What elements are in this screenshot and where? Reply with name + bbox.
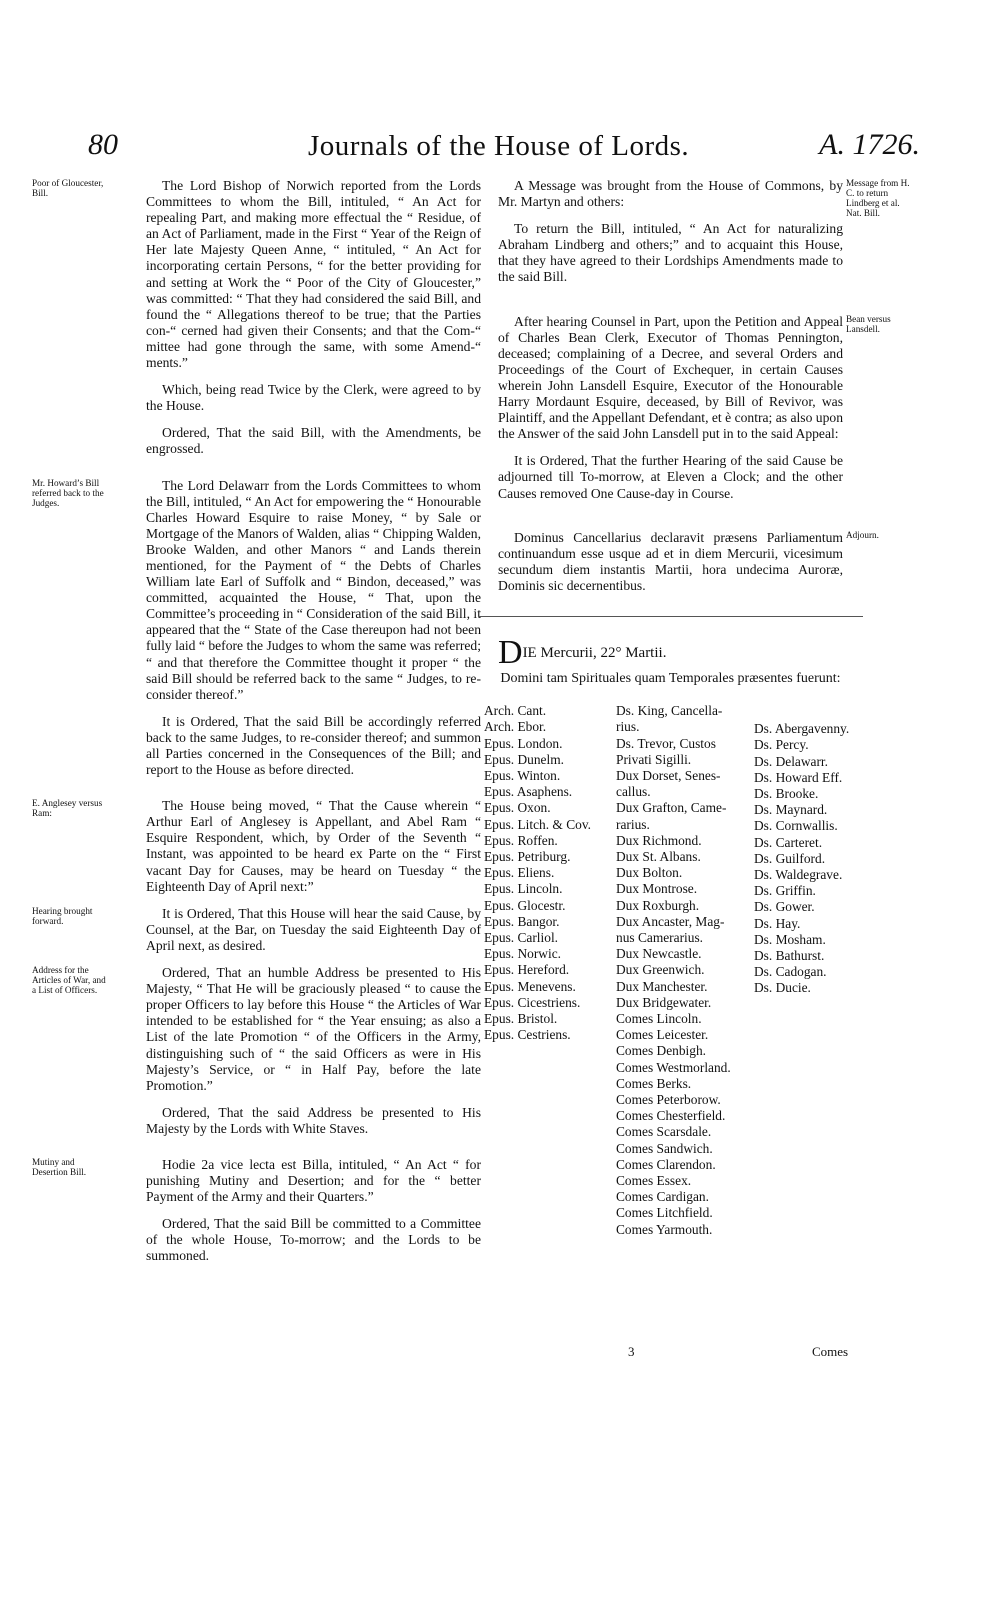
paragraph: It is Ordered, That the further Hearing of the said Cause be adjourned till To-morrow, at Eleven a Clock; and the other Causes removed One Cause-day in Course. <box>498 453 843 501</box>
lords-present-heading: Domini tam Spirituales quam Temporales præsentes fuerunt: <box>500 671 841 687</box>
roll-entry: Epus. Winton. <box>484 767 561 783</box>
roll-entry: Epus. Glocestr. <box>484 897 566 913</box>
roll-entry: Comes Berks. <box>616 1075 692 1091</box>
page-header <box>88 128 920 176</box>
roll-entry: Dux Montrose. <box>616 881 698 897</box>
roll-entry: Dux Greenwich. <box>616 962 705 978</box>
roll-entry: Comes Lincoln. <box>616 1011 702 1027</box>
margin-note: Address for the Articles of War, and a List of Officers. <box>32 965 106 996</box>
roll-entry: Comes Essex. <box>616 1173 692 1189</box>
roll-entry: Epus. Carliol. <box>484 930 559 945</box>
roll-entry: Epus. London. <box>484 735 563 751</box>
journal-title: Journals of the House of Lords. <box>308 130 690 162</box>
day-heading <box>498 633 843 671</box>
roll-entry: Epus. Oxon. <box>484 800 551 816</box>
roll-entry: Arch. Ebor. <box>484 719 547 735</box>
roll-entry: Epus. Norwic. <box>484 946 561 962</box>
roll-entry: Epus. Dunelm. <box>484 751 564 767</box>
roll-column-barons <box>754 721 849 996</box>
roll-entry: Dux Manchester. <box>616 978 708 994</box>
roll-entry: Dux Bridgewater. <box>616 994 712 1010</box>
paragraph: Ordered, That the said Bill, with the Amendments, be engrossed. <box>146 425 481 457</box>
roll-entry: Epus. Asaphens. <box>484 784 573 800</box>
roll-entry: Epus. Menevens. <box>484 978 576 994</box>
roll-entry: Dux Grafton, Came- <box>616 800 727 816</box>
roll-entry: Ds. Ducie. <box>754 980 811 996</box>
paragraph: To return the Bill, intituled, “ An Act for naturalizing Abraham Lindberg and others;” and to acquaint this House, that they have agreed to their Lordships Amendments made to the said Bill. <box>498 221 843 285</box>
paragraph: A Message was brought from the House of Commons, by Mr. Martyn and others: <box>498 178 843 210</box>
roll-entry: Comes Sandwich. <box>616 1140 713 1156</box>
roll-entry: Ds. Guilford. <box>754 850 826 866</box>
roll-entry: Dux Newcastle. <box>616 946 702 962</box>
entry-bean-lansdell <box>498 313 891 502</box>
page-year: A. 1726. <box>819 128 920 161</box>
roll-entry: Comes Denbigh. <box>616 1043 707 1059</box>
paragraph: The Lord Bishop of Norwich reported from the Lords Committees to whom the Bill, intituled, “ An Act for repealing Part, and making more effectual the “ Residue, of an Act of Parliament, made in the First “ Year of the Reign of Her late Majesty Queen Anne, “ intituled, “ An Act for incorporating certain Persons, “ for the better providing for and setting at Work the “ Poor of the City of Gloucester,” was committed: “ That they had considered the said Bill, and found the “ Allegations thereof to be true; that the Parties con-“ cerned had given their Consents; and that the Com-“ mittee had gone through the same, with some Amend-“ ments.” <box>146 178 481 371</box>
roll-entry: Ds. Percy. <box>754 737 809 753</box>
roll-entry: Comes Cardigan. <box>616 1189 709 1205</box>
roll-entry: Dux Richmond. <box>616 832 702 848</box>
roll-entry: Comes Clarendon. <box>616 1156 716 1172</box>
margin-note: Hearing brought forward. <box>32 905 93 926</box>
roll-entry: rius. <box>616 719 640 735</box>
paragraph: Dominus Cancellarius declaravit præsens Parliamentum continuandum esse usque ad et in diem Mercurii, vicesimum secundum diem instantis Martii, hora undecima Auroræ, Dominis sic decernentibus. <box>498 529 843 593</box>
roll-entry: Ds. Waldegrave. <box>754 866 843 882</box>
signature-mark: 3 <box>628 1344 635 1359</box>
roll-entry: Epus. Bristol. <box>484 1011 558 1027</box>
roll-entry: Ds. Griffin. <box>754 883 816 899</box>
catchword: Comes <box>812 1344 849 1359</box>
margin-note: Mutiny and Desertion Bill. <box>32 1156 87 1177</box>
paragraph: The Lord Delawarr from the Lords Committees to whom the Bill, intituled, “ An Act for empowering the “ Honourable Charles Howard Esquire to raise Money, “ by Sale or Mortgage of the Manors of Walden, alias “ Chipping Walden, Brooke Walden, and other Manors “ and Lands therein mentioned, for the Payment of “ the Debts of Charles William late Earl of Suffolk and “ Bindon, deceased,” was committed, acquainted the House, “ That, upon the Committee’s proceeding in “ Consideration of the said Bill, it appeared that the “ State of the Case thereupon had not been fully laid “ before the Judges to whom the same was referred; “ and that therefore the Committee thought it proper “ the said Bill should be referred back to the same “ Judges, to re-consider thereof.” <box>146 477 481 702</box>
margin-note: Poor of Gloucester, Bill. <box>32 178 104 198</box>
roll-entry: Ds. Gower. <box>754 899 815 915</box>
section-divider <box>478 616 863 617</box>
entry-hearing-forward <box>32 905 481 954</box>
margin-note: Adjourn. <box>846 529 879 540</box>
roll-entry: Epus. Hereford. <box>484 962 570 978</box>
roll-entry: Ds. Cadogan. <box>754 964 827 980</box>
roll-entry: Dux St. Albans. <box>616 848 701 864</box>
entry-poor-of-gloucester <box>32 178 481 458</box>
roll-entry: Ds. Brooke. <box>754 785 819 801</box>
roll-entry: Comes Yarmouth. <box>616 1221 713 1237</box>
roll-entry: Comes Chesterfield. <box>616 1108 726 1124</box>
roll-entry: Ds. King, Cancella- <box>616 703 723 719</box>
margin-note: E. Anglesey versus Ram: <box>32 798 103 819</box>
day-heading-text: IE Mercurii, 22° Martii. <box>522 644 667 661</box>
roll-entry: Ds. Hay. <box>754 915 801 931</box>
roll-entry: rarius. <box>616 816 650 832</box>
roll-entry: Epus. Petriburg. <box>484 848 571 864</box>
paragraph: Hodie 2a vice lecta est Billa, intituled, “ An Act “ for punishing Mutiny and Desertion; and for the “ better Payment of the Army and their Quarters.” <box>146 1156 481 1205</box>
roll-entry: Epus. Roffen. <box>484 832 558 848</box>
right-column <box>484 178 910 1243</box>
paragraph: After hearing Counsel in Part, upon the Petition and Appeal of Charles Bean Clerk, Executor of Thomas Pennington, deceased; complaining of a Decree, and several Orders and Proceedings of the Court of Exchequer, in certain Causes wherein John Lansdell Esquire, Executor of the Honourable Harry Mordaunt Esquire, deceased, by Bill of Revivor, was Plaintiff, and the Appellant Defendant, et è contra; as also upon the Answer of the said John Lansdell put in to the said Appeal: <box>498 313 843 442</box>
margin-note: Message from H. C. to return Lindberg et al. Nat. Bill. <box>846 178 910 218</box>
page-number: 80 <box>88 128 118 161</box>
roll-entry: Dux Dorset, Senes- <box>616 767 721 783</box>
paragraph: Ordered, That the said Address be presented to His Majesty by the Lords with White Staves. <box>146 1104 481 1136</box>
entry-adjournment <box>498 529 879 594</box>
roll-entry: Comes Peterborow. <box>616 1092 721 1108</box>
margin-note: Bean versus Lansdell. <box>846 313 891 334</box>
paragraph: Ordered, That the said Bill be committed to a Committee of the whole House, To-morrow; and the Lords to be summoned. <box>146 1216 481 1264</box>
attendance-roll <box>484 703 850 1243</box>
roll-entry: Ds. Cornwallis. <box>754 818 838 834</box>
entry-howard-bill <box>32 477 481 779</box>
roll-entry: Comes Scarsdale. <box>616 1124 712 1140</box>
roll-entry: Ds. Carteret. <box>754 834 823 850</box>
roll-entry: Ds. Abergavenny. <box>754 721 850 737</box>
roll-entry: callus. <box>616 784 651 800</box>
roll-entry: Ds. Trevor, Custos <box>616 735 716 751</box>
roll-entry: Dux Bolton. <box>616 865 683 881</box>
roll-entry: Epus. Cicestriens. <box>484 994 581 1010</box>
roll-column-bishops <box>484 703 591 1043</box>
roll-entry: Ds. Mosham. <box>754 931 826 947</box>
entry-articles-of-war <box>32 965 481 1137</box>
paragraph: The House being moved, “ That the Cause wherein “ Arthur Earl of Anglesey is Appellant, and Abel Ram “ Esquire Respondent, which, by Order of the Seventh “ Instant, was appointed to be heard ex Parte on the “ First vacant Day for Causes, may be heard on Tuesday “ the Eighteenth Day of April next:” <box>146 798 481 894</box>
margin-note: Mr. Howard’s Bill referred back to the Judges. <box>32 477 104 508</box>
entry-mutiny-bill <box>32 1156 481 1265</box>
roll-column-dukes-earls <box>616 703 731 1238</box>
roll-entry: Ds. Delawarr. <box>754 753 828 769</box>
roll-entry: Epus. Litch. & Cov. <box>484 816 591 832</box>
drop-initial: D <box>498 633 523 671</box>
roll-entry: Privati Sigilli. <box>616 751 692 767</box>
roll-entry: Arch. Cant. <box>484 703 547 719</box>
roll-entry: Ds. Maynard. <box>754 802 828 818</box>
entry-commons-message <box>498 178 910 286</box>
roll-entry: Dux Roxburgh. <box>616 897 700 913</box>
roll-entry: Comes Westmorland. <box>616 1059 731 1075</box>
roll-entry: Dux Ancaster, Mag- <box>616 913 725 929</box>
roll-entry: Ds. Bathurst. <box>754 948 825 963</box>
roll-entry: Epus. Bangor. <box>484 913 560 929</box>
entry-anglesey-ram <box>32 798 481 895</box>
roll-entry: Epus. Cestriens. <box>484 1027 571 1043</box>
roll-entry: nus Camerarius. <box>616 930 704 945</box>
roll-entry: Comes Litchfield. <box>616 1205 713 1221</box>
paragraph: It is Ordered, That this House will hear the said Cause, by Counsel, at the Bar, on Tuesday the said Eighteenth Day of April next, as desired. <box>146 905 481 953</box>
roll-entry: Epus. Eliens. <box>484 865 555 881</box>
paragraph: It is Ordered, That the said Bill be accordingly referred back to the same Judges, to re-consider thereof; and summon all Parties concerned in the Consequences of the Bill; and report to the House as before directed. <box>146 713 481 778</box>
paragraph: Which, being read Twice by the Clerk, were agreed to by the House. <box>146 382 481 414</box>
paragraph: Ordered, That an humble Address be presented to His Majesty, “ That He will be graciously pleased “ to cause the proper Officers to lay before this House “ the Articles of War intended to be established for “ the Year ensuing; as also a List of the late Promotion “ of the Officers in the Army, distinguishing such of “ the said Officers as were in His Majesty’s Service, or “ in Half Pay, before the late Promotion.” <box>146 965 481 1093</box>
roll-entry: Ds. Howard Eff. <box>754 769 843 785</box>
roll-entry: Comes Leicester. <box>616 1027 709 1043</box>
left-column <box>32 178 481 1276</box>
roll-entry: Epus. Lincoln. <box>484 881 563 897</box>
